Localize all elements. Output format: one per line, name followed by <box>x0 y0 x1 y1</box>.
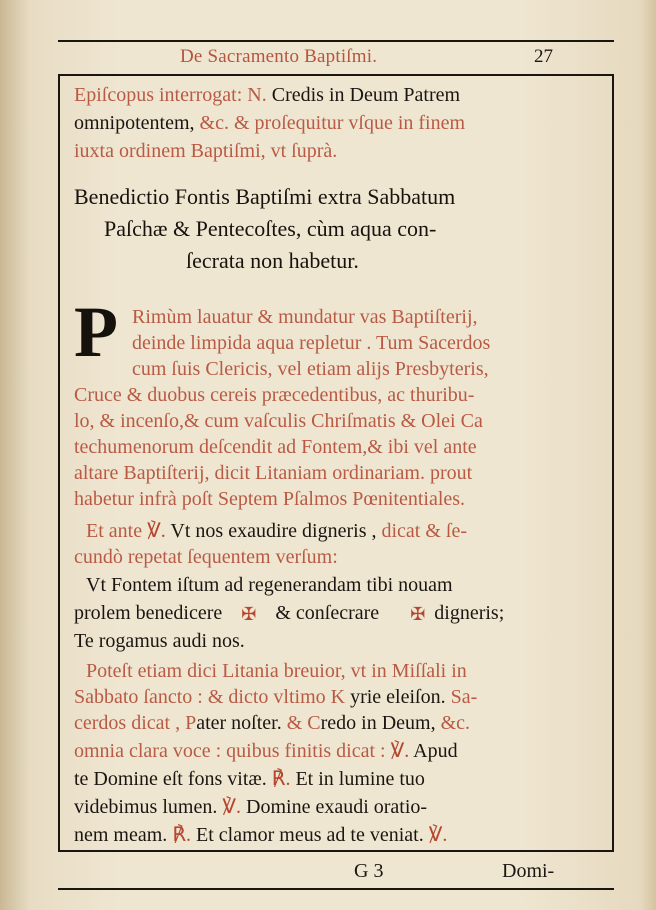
section-heading-line: Paſchæ & Pentecoſtes, cùm aqua con- <box>104 216 437 241</box>
rubric-text: omnia clara voce : quibus finitis dicat : <box>74 740 391 762</box>
prayer-line: Te rogamus audi nos. <box>74 630 245 652</box>
running-head: De Sacramento Baptiſmi. <box>180 46 378 67</box>
rubric-text: cerdos dicat , P <box>74 712 197 734</box>
left-border-rule <box>58 74 60 852</box>
body-text: Domine exaudi oratio- <box>241 796 428 818</box>
body-text: digneris; <box>434 602 505 624</box>
rubric-line: habetur infrà poſt Septem Pſalmos Pœnitentiales. <box>74 488 466 510</box>
body-text: Vt nos exaudire digneris , <box>165 520 377 542</box>
rubric-line: altare Baptiſterij, dicit Litaniam ordinariam. prout <box>74 462 473 484</box>
rubric-text: &c. <box>435 712 471 734</box>
prayer-line: Vt Fontem iſtum ad regenerandam tibi nouam <box>86 574 453 596</box>
rubric-line: lo, & incenſo,& cum vaſculis Chriſmatis & Olei Ca <box>74 410 483 432</box>
section-heading-line: Benedictio Fontis Baptiſmi extra Sabbatum <box>74 184 456 209</box>
cross-icon: ✠ <box>241 604 257 625</box>
text-line <box>74 684 477 710</box>
body-text: redo in Deum, <box>320 712 436 734</box>
signature-mark: G 3 <box>354 860 384 882</box>
text-line <box>74 822 447 848</box>
body-text: omnipotentem, <box>74 112 195 134</box>
page-number: 27 <box>534 46 553 67</box>
response-symbol: ℟. <box>266 768 291 790</box>
response-symbol: ℟. <box>167 824 191 846</box>
cross-icon: ✠ <box>410 604 426 625</box>
rubric-text: &c. & proſequitur vſque in finem <box>194 112 466 134</box>
footer-rule <box>58 888 614 890</box>
catchword: Domi- <box>502 860 555 882</box>
rubric-line: techumenorum deſcendit ad Fontem,& ibi vel ante <box>74 436 477 458</box>
rubric-line: cum ſuis Clericis, vel etiam alijs Presbyteris, <box>132 358 489 380</box>
rubric-line: Cruce & duobus cereis præcedentibus, ac thuribu- <box>74 384 475 406</box>
body-text: prolem benedicere <box>74 602 223 624</box>
text-line <box>74 766 425 792</box>
text-line <box>74 110 465 136</box>
rubric-text: Epiſcopus interrogat: N. <box>74 84 267 106</box>
body-text: yrie eleiſon. <box>345 686 446 708</box>
text-line <box>74 600 504 627</box>
text-line <box>74 738 458 764</box>
rubric-text: Sabbato ſancto : & dicto vltimo K <box>74 686 346 708</box>
body-text: te Domine eſt fons vitæ. <box>74 768 267 790</box>
rubric-line: deinde limpida aqua repletur . Tum Sacerdos <box>132 332 491 354</box>
body-text: nem meam. <box>74 824 168 846</box>
versicle-symbol: ℣. <box>147 520 166 542</box>
rubric-line: cundò repetat ſequentem verſum: <box>74 546 338 568</box>
body-text: & conſecrare <box>275 602 380 624</box>
text-line <box>74 794 427 820</box>
rubric-line: Poteſt etiam dici Litania breuior, vt in Miſſali in <box>86 660 467 682</box>
body-text: Et clamor meus ad te veniat. <box>191 824 424 846</box>
header-rule <box>58 74 614 76</box>
top-rule <box>58 40 614 42</box>
rubric-text: Sa- <box>445 686 478 708</box>
drop-cap: P <box>74 292 118 372</box>
rubric-text: iuxta ordinem Baptiſmi, vt ſuprà. <box>74 140 338 162</box>
rubric-text: dicat & ſe- <box>376 520 468 542</box>
text-line <box>74 82 460 108</box>
versicle-symbol: ℣. <box>217 796 242 818</box>
body-text: videbimus lumen. <box>74 796 218 818</box>
body-text: Apud <box>409 740 458 762</box>
section-heading-line: ſecrata non habetur. <box>186 248 359 273</box>
versicle-symbol: ℣. <box>423 824 448 846</box>
text-line <box>86 518 467 544</box>
rubric-text: Et ante <box>86 520 148 542</box>
body-text: Et in lumine tuo <box>290 768 425 790</box>
body-text: Credis in Deum Patrem <box>266 84 461 106</box>
rubric-line: Rimùm lauatur & mundatur vas Baptiſterij, <box>132 306 478 328</box>
rubric-text: & C <box>281 712 321 734</box>
text-line <box>74 710 470 736</box>
right-border-rule <box>612 74 614 852</box>
bottom-rule <box>58 850 614 852</box>
text-line <box>74 138 337 164</box>
versicle-symbol: ℣. <box>390 740 410 762</box>
body-text: ater noſter. <box>196 712 282 734</box>
